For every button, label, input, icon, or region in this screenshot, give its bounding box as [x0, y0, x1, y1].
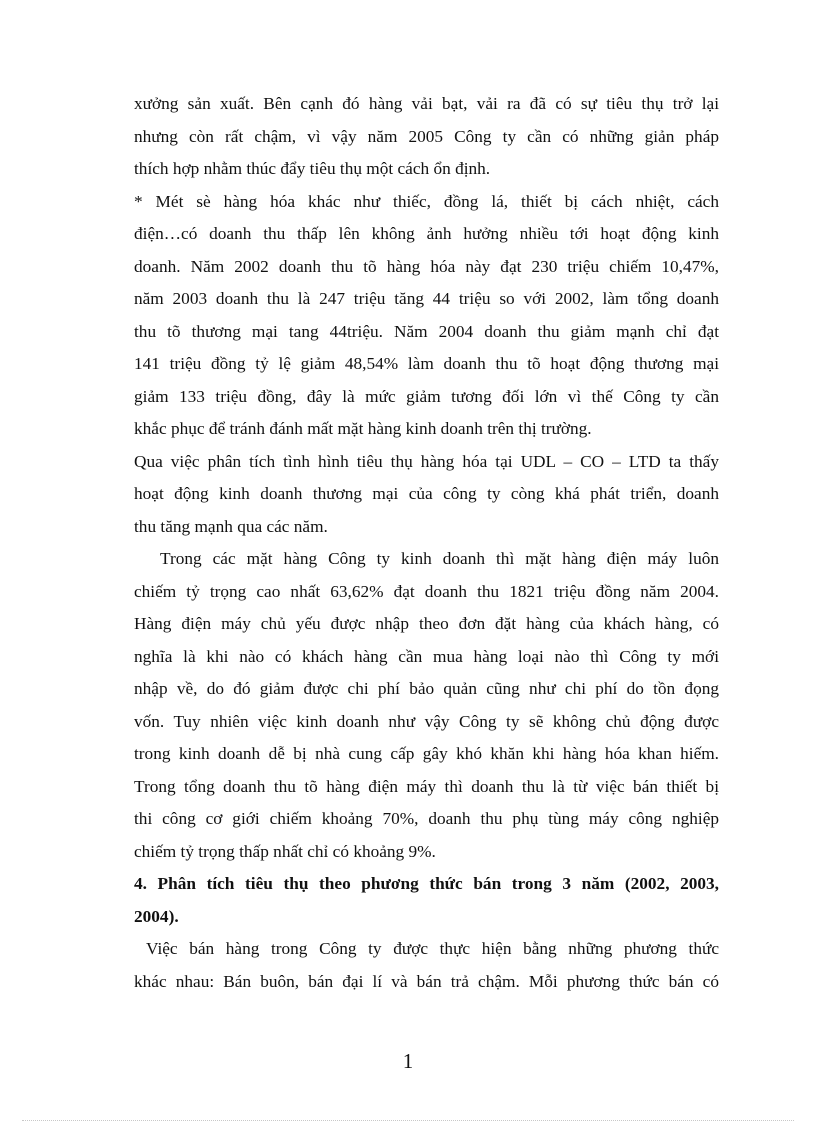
section-heading: 2004). [134, 907, 179, 926]
text-line: nghĩa là khi nào có khách hàng cần mua hàng loại nào thì Công ty mới [134, 647, 719, 666]
text-line: thích hợp nhằm thúc đẩy tiêu thụ một cách ổn định. [134, 159, 491, 178]
text-line: trong kinh doanh dễ bị nhà cung cấp gây khó khăn khi hàng hóa khan hiếm. [134, 744, 719, 763]
text-line: Việc bán hàng trong Công ty được thực hiện bằng những phương thức [146, 939, 719, 958]
text-line: khắc phục để tránh đánh mất mặt hàng kinh doanh trên thị trường. [134, 419, 592, 438]
text-line: nhập về, do đó giảm được chi phí bảo quản cũng như chi phí do tồn đọng [134, 679, 719, 698]
section-heading: 4. Phân tích tiêu thụ theo phương thức bán trong 3 năm (2002, 2003, [134, 874, 719, 893]
text-line: chiếm tỷ trọng thấp nhất chỉ có khoảng 9%. [134, 842, 436, 861]
text-line: doanh. Năm 2002 doanh thu tõ hàng hóa này đạt 230 triệu chiếm 10,47%, [134, 257, 719, 276]
text-line: nhưng còn rất chậm, vì vậy năm 2005 Công ty cần có những giản pháp [134, 127, 719, 146]
page-bottom-border [22, 1120, 794, 1121]
text-line: khác nhau: Bán buôn, bán đại lí và bán trả chậm. Mỗi phương thức bán có [134, 972, 719, 991]
text-line: chiếm tỷ trọng cao nhất 63,62% đạt doanh thu 1821 triệu đồng năm 2004. [134, 582, 719, 601]
text-line: * Mét sè hàng hóa khác như thiếc, đồng lá, thiết bị cách nhiệt, cách [134, 192, 719, 211]
text-line: hoạt động kinh doanh thương mại của công ty còng khá phát triển, doanh [134, 484, 719, 503]
text-line: thi công cơ giới chiếm khoảng 70%, doanh thu phụ tùng máy công nghiệp [134, 809, 719, 828]
text-line: Trong các mặt hàng Công ty kinh doanh thì mặt hàng điện máy luôn [160, 549, 719, 568]
page-number: 1 [402, 1049, 414, 1073]
text-line: Qua việc phân tích tình hình tiêu thụ hàng hóa tại UDL – CO – LTD ta thấy [134, 452, 719, 471]
text-line: thu tăng mạnh qua các năm. [134, 517, 328, 536]
text-line: Trong tổng doanh thu tõ hàng điện máy thì doanh thu là từ việc bán thiết bị [134, 777, 719, 796]
text-line: giảm 133 triệu đồng, đây là mức giảm tương đối lớn vì thế Công ty cần [134, 387, 719, 406]
text-line: Hàng điện máy chủ yếu được nhập theo đơn đặt hàng của khách hàng, có [134, 614, 719, 633]
text-line: 141 triệu đồng tỷ lệ giảm 48,54% làm doanh thu tõ hoạt động thương mại [134, 354, 719, 373]
text-line: xưởng sản xuất. Bên cạnh đó hàng vải bạt, vải ra đã có sự tiêu thụ trở lại [134, 94, 719, 113]
text-line: vốn. Tuy nhiên việc kinh doanh như vậy Công ty sẽ không chủ động được [134, 712, 719, 731]
text-line: thu tõ thương mại tang 44triệu. Năm 2004 doanh thu giảm mạnh chỉ đạt [134, 322, 719, 341]
text-line: năm 2003 doanh thu là 247 triệu tăng 44 triệu so với 2002, làm tổng doanh [134, 289, 719, 308]
text-line: điện…có doanh thu thấp lên không ảnh hưởng nhiều tới hoạt động kinh [134, 224, 719, 243]
